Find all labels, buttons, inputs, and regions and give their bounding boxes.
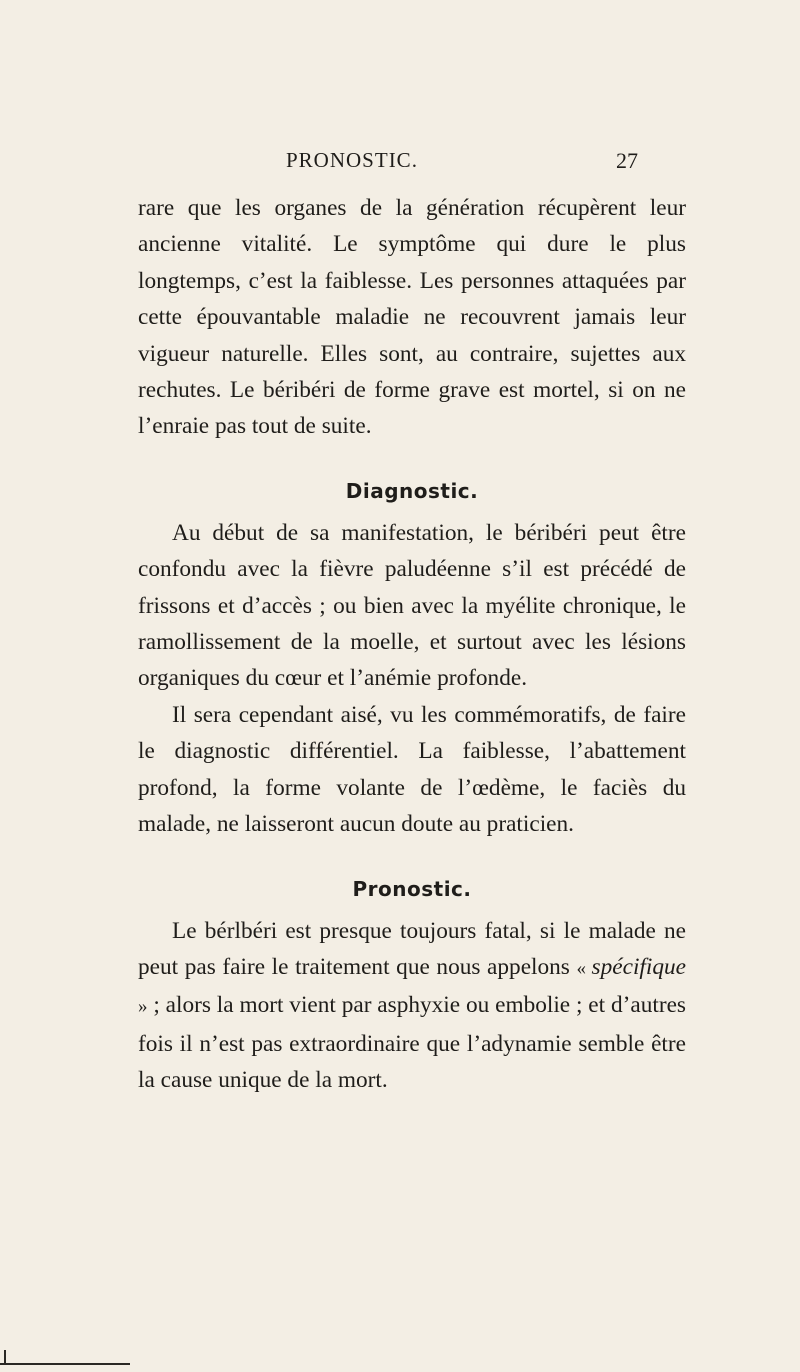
section-title-pronostic: Pronostic. (352, 876, 472, 901)
open-guillemet: « (576, 957, 592, 979)
paragraph-pronostic (138, 913, 686, 1099)
page-header (0, 148, 800, 178)
close-guillemet: » (138, 996, 148, 1018)
running-head: PRONOSTIC. (286, 148, 418, 172)
spacer (138, 843, 686, 871)
page-body (138, 190, 686, 1099)
paragraph-prognosis-continuation: rare que les organes de la génération récupèrent leur ancienne vitalité. Le symptôme qui dure le plus longtemps, c’est la faiblesse. Les personnes attaquées par cette épouvantable maladie ne recouvrent jamais leur vigueur naturelle. Elles sont, au contraire, sujettes aux rechutes. Le béribéri de forme grave est mortel, si on ne l’enraie pas tout de suite. (138, 195, 686, 440)
paragraph-diagnostic-onset: Au début de sa manifestation, le béribéri peut être confondu avec la fièvre paludéenne s’il est précédé de frissons et d’accès ; ou bien avec la myélite chronique, le ramollissement de la moelle, et surtout avec les lésions organiques du cœur et l’anémie profonde. (138, 519, 686, 692)
page-edge-rule (0, 1363, 130, 1365)
page-number: 27 (616, 148, 638, 173)
pronostic-text-start: Le bérlbéri est presque toujours fatal, si le malade ne peut pas faire le traitement que nous appelons (138, 917, 686, 980)
section-title-diagnostic: Diagnostic. (345, 478, 479, 503)
spacer (138, 445, 686, 473)
pronostic-text-end: ; alors la mort vient par asphyxie ou embolie ; et d’autres fois il n’est pas extraordinaire que l’adynamie semble être la cause unique de la mort. (138, 992, 686, 1094)
paragraph-differential-diagnosis: Il sera cependant aisé, vu les commémoratifs, de faire le diagnostic différentiel. La faiblesse, l’abattement profond, la forme volante de l’œdème, le faciès du malade, ne laisseront aucun doute au praticien. (138, 701, 686, 838)
italic-term-specifique: spécifique (591, 953, 686, 980)
page-edge-tick (4, 1350, 6, 1365)
